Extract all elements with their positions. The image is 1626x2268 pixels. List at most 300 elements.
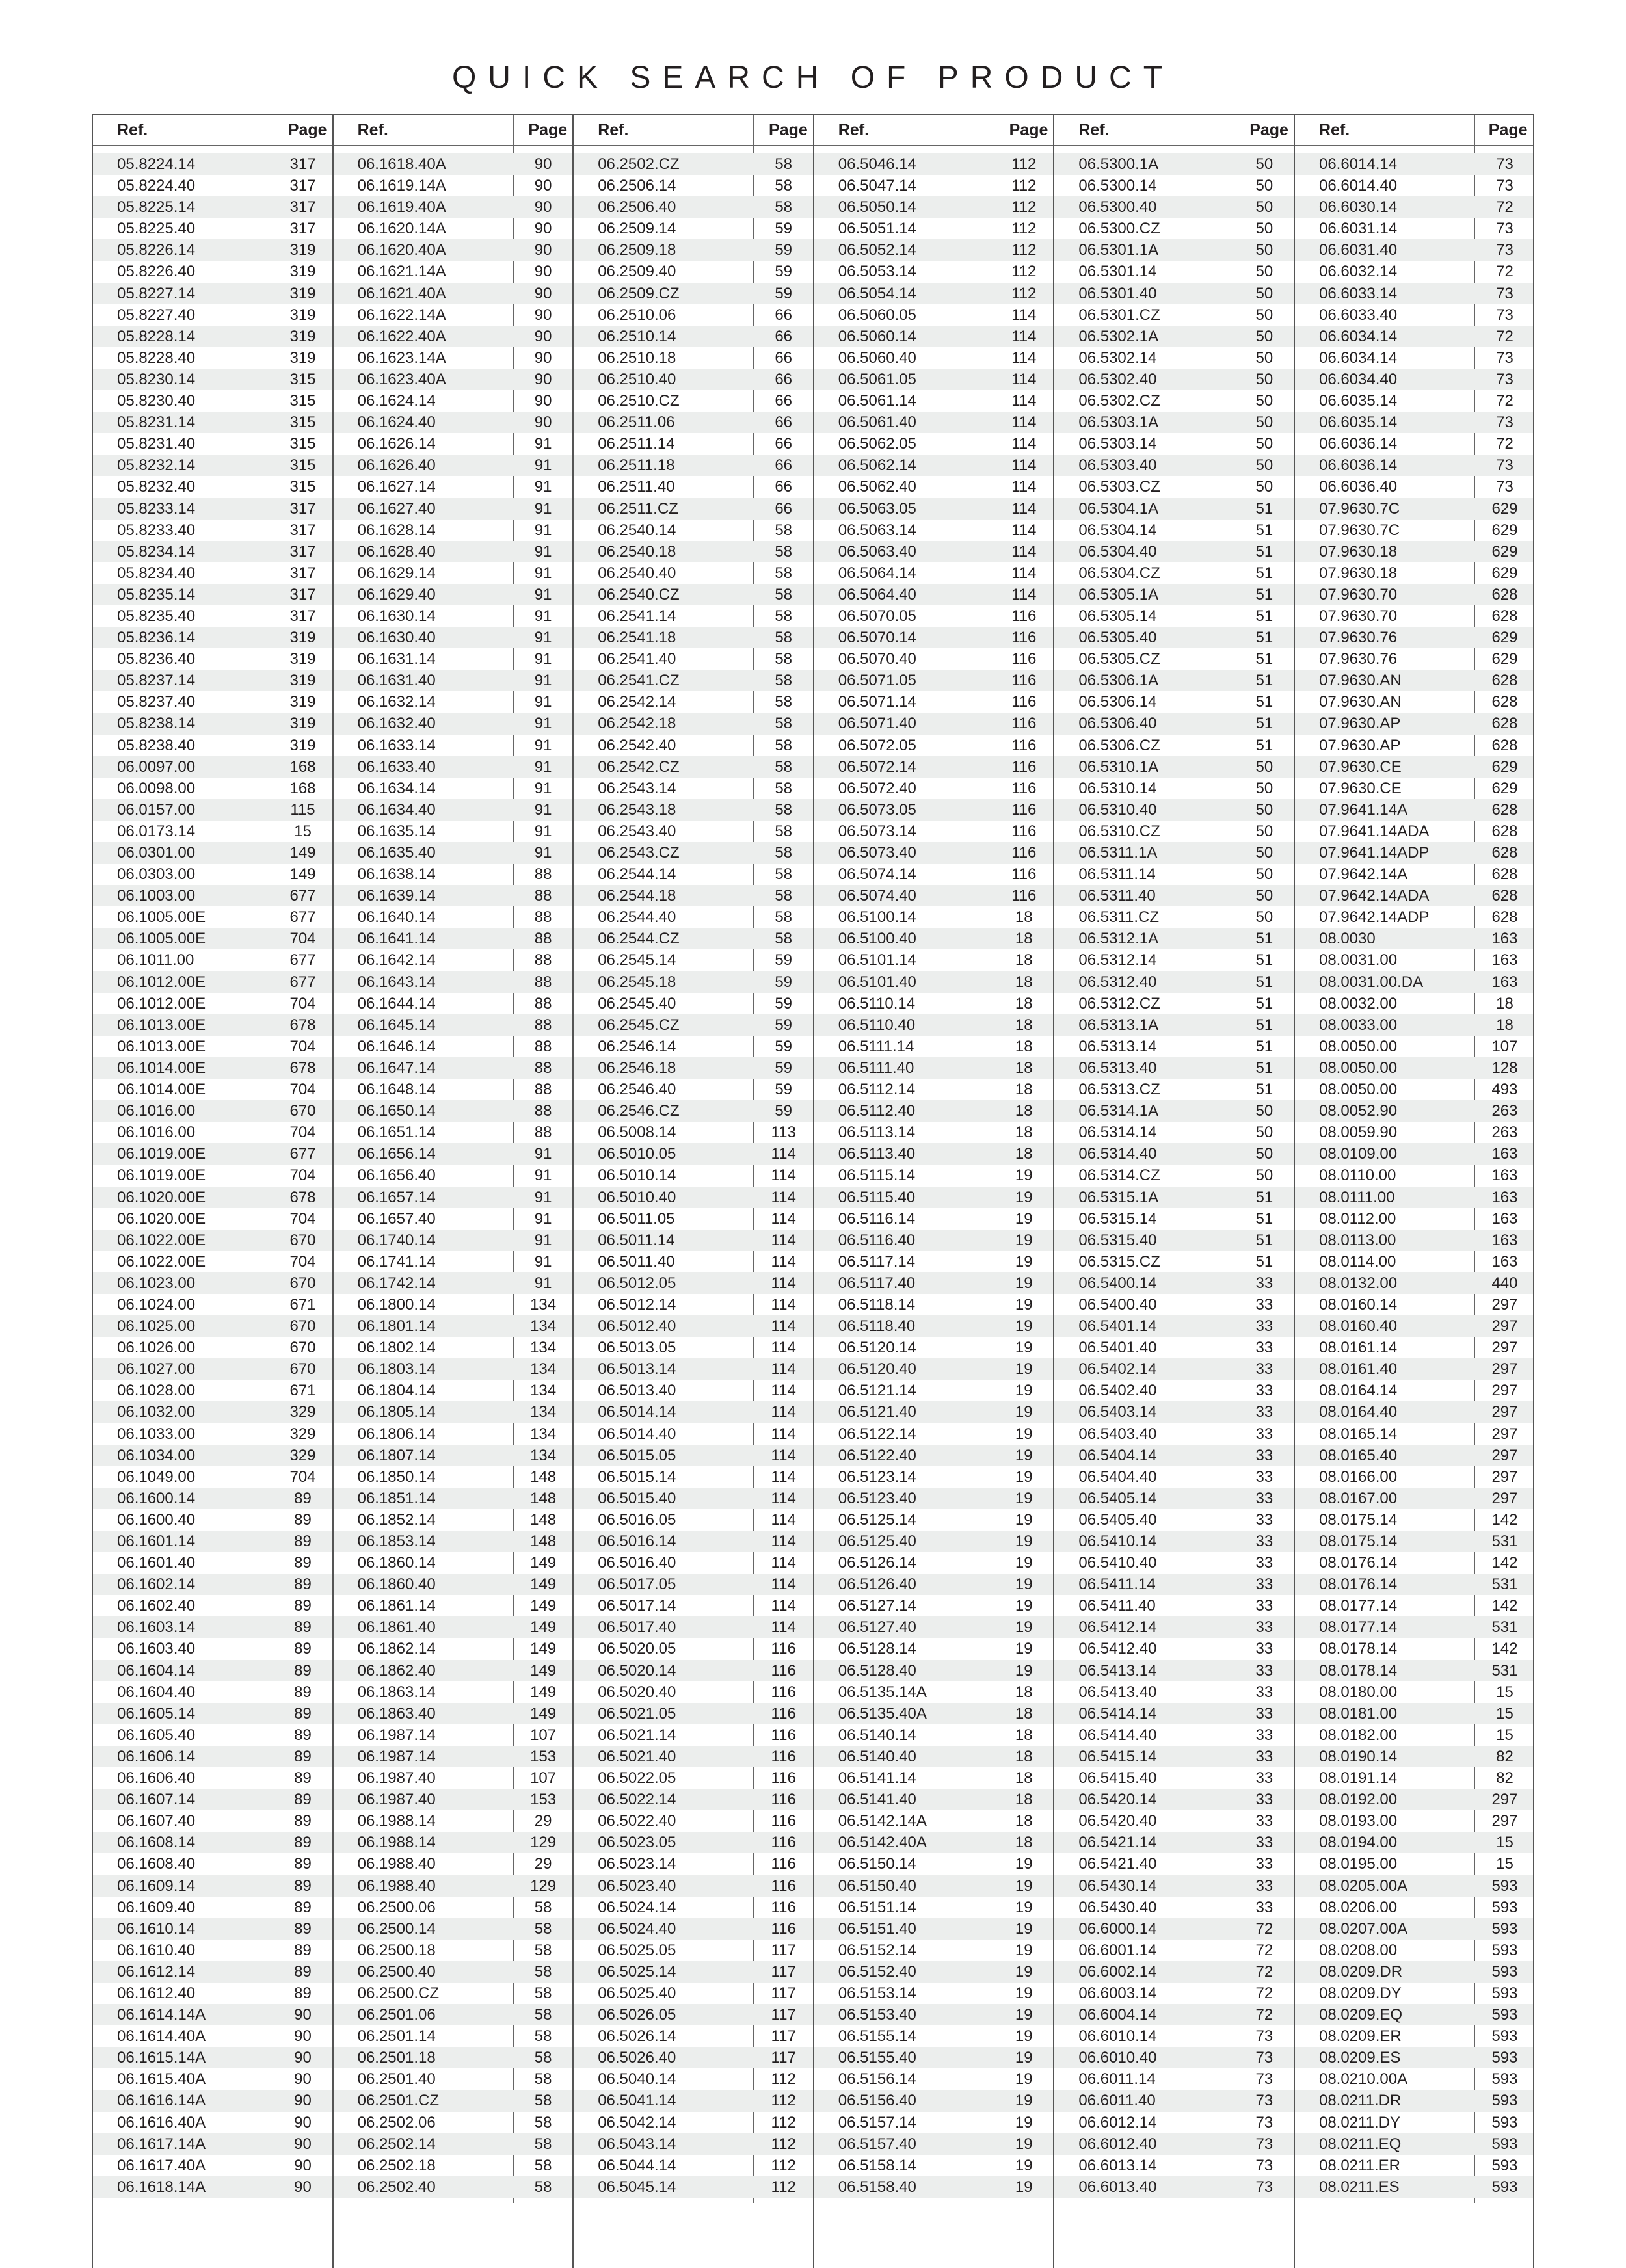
page-number: 114	[771, 1209, 796, 1228]
table-row	[334, 1251, 573, 1272]
page-number: 19	[1015, 1274, 1033, 1292]
page-number: 50	[1255, 758, 1273, 776]
table-row	[93, 885, 332, 906]
table-row	[334, 455, 573, 476]
page-number: 297	[1491, 1360, 1518, 1378]
page-number: 89	[294, 1834, 312, 1852]
page-number: 59	[775, 263, 793, 281]
page-number: 50	[1255, 263, 1273, 281]
page-number: 628	[1491, 822, 1518, 840]
page-number: 91	[534, 542, 552, 560]
page-number: 73	[1255, 2156, 1273, 2174]
product-ref: 08.0161.40	[1318, 1360, 1398, 1378]
page-number: 51	[1255, 672, 1273, 690]
page-number: 114	[1011, 414, 1037, 432]
page-number: 51	[1255, 521, 1273, 539]
product-ref: 06.1023.00	[117, 1274, 196, 1292]
page-number: 116	[771, 1791, 796, 1809]
table-row	[814, 196, 1054, 218]
page-number: 19	[1015, 1489, 1033, 1507]
product-ref: 05.8226.14	[117, 241, 196, 259]
table-row	[814, 1165, 1054, 1186]
page-number: 704	[289, 1209, 316, 1228]
table-row	[814, 455, 1054, 476]
product-ref: 06.5311.1A	[1078, 844, 1158, 862]
table-row	[1054, 1616, 1294, 1638]
page-number: 19	[1015, 1317, 1033, 1336]
table-row	[814, 175, 1054, 196]
product-ref: 06.5300.14	[1078, 177, 1157, 195]
table-row	[1295, 1681, 1533, 1703]
table-row	[93, 1337, 332, 1358]
product-ref: 06.6033.14	[1318, 284, 1398, 302]
page-number: 58	[775, 800, 793, 819]
page-number: 50	[1255, 370, 1273, 388]
table-row	[574, 1509, 813, 1531]
table-row	[93, 1380, 332, 1401]
product-ref: 06.1609.14	[117, 1877, 196, 1895]
product-ref: 06.5010.14	[598, 1167, 676, 1185]
table-row	[1054, 1466, 1294, 1488]
table-row	[574, 1358, 813, 1380]
product-ref: 06.5073.14	[838, 822, 916, 840]
page-number: 18	[1015, 994, 1033, 1012]
table-row	[93, 1208, 332, 1230]
page-number: 51	[1255, 1016, 1273, 1034]
page-number: 115	[290, 800, 315, 819]
page-number: 117	[771, 1941, 796, 1959]
table-row	[814, 1100, 1054, 1122]
table-row	[1054, 2133, 1294, 2155]
page-number: 66	[775, 349, 793, 367]
page-number: 116	[1011, 758, 1037, 776]
page-number: 629	[1491, 542, 1518, 560]
product-ref: 06.1615.14A	[117, 2049, 206, 2067]
product-ref: 06.1741.14	[357, 1252, 436, 1271]
product-ref: 08.0050.00	[1318, 1037, 1398, 1055]
product-ref: 06.5314.CZ	[1078, 1167, 1160, 1185]
table-row	[574, 218, 813, 239]
page-number: 66	[775, 327, 793, 345]
product-ref: 06.1650.14	[357, 1102, 436, 1120]
product-ref: 06.5044.14	[598, 2156, 676, 2174]
product-ref: 05.8232.14	[117, 456, 196, 475]
table-row	[1295, 1918, 1533, 1940]
product-ref: 06.1022.00E	[117, 1252, 206, 1271]
page-number: 114	[771, 1618, 796, 1637]
product-ref: 06.5152.14	[838, 1941, 916, 1959]
page-number: 114	[1011, 327, 1037, 345]
page-number: 19	[1015, 1941, 1033, 1959]
table-row	[814, 1079, 1054, 1100]
page-number: 19	[1015, 1510, 1033, 1529]
product-ref: 07.9630.18	[1318, 542, 1398, 560]
table-row	[1295, 670, 1533, 691]
product-ref: 06.6035.14	[1318, 414, 1398, 432]
product-ref: 05.8224.14	[117, 155, 196, 173]
product-ref: 06.5101.14	[838, 951, 916, 969]
page-number: 678	[289, 1188, 316, 1206]
table-row	[1295, 1961, 1533, 1983]
table-row	[1054, 584, 1294, 605]
page-number: 91	[534, 499, 552, 518]
product-ref: 08.0195.00	[1318, 1855, 1398, 1873]
page-number: 18	[1015, 1791, 1033, 1809]
product-ref: 06.5141.40	[838, 1791, 916, 1809]
header-ref: Ref.	[1318, 121, 1350, 139]
product-ref: 06.5014.14	[598, 1403, 676, 1421]
table-row	[1054, 2176, 1294, 2198]
table-row	[93, 1789, 332, 1810]
page-number: 149	[530, 1554, 557, 1572]
product-ref: 05.8227.14	[117, 284, 196, 302]
table-row	[334, 906, 573, 928]
page-number: 18	[1015, 1081, 1033, 1099]
table-row	[93, 390, 332, 412]
table-row	[814, 756, 1054, 778]
page-number: 58	[775, 930, 793, 948]
page-number: 18	[1015, 1016, 1033, 1034]
product-ref: 06.2511.CZ	[598, 499, 678, 518]
product-ref: 06.1987.14	[357, 1726, 436, 1744]
product-ref: 08.0211.EQ	[1318, 2135, 1402, 2153]
page-number: 58	[775, 564, 793, 582]
product-ref: 06.6002.14	[1078, 1962, 1157, 1981]
header-page: Page	[1009, 121, 1048, 139]
table-row	[814, 2004, 1054, 2025]
table-row	[93, 2176, 332, 2198]
table-row	[1054, 1251, 1294, 1272]
table-row	[334, 1445, 573, 1466]
product-ref: 06.5015.40	[598, 1489, 676, 1507]
table-row	[1295, 476, 1533, 497]
product-ref: 06.5060.14	[838, 327, 916, 345]
product-ref: 06.1602.40	[117, 1597, 196, 1615]
page-number: 628	[1491, 736, 1518, 754]
page-number: 50	[1255, 155, 1273, 173]
table-row	[334, 175, 573, 196]
product-ref: 08.0209.ER	[1318, 2027, 1402, 2046]
product-ref: 05.8233.40	[117, 521, 196, 539]
table-row	[814, 1208, 1054, 1230]
table-row	[1295, 756, 1533, 778]
table-row	[334, 1187, 573, 1208]
product-ref: 06.2542.14	[598, 693, 676, 711]
page-number: 317	[289, 177, 316, 195]
table-row	[334, 153, 573, 175]
table-row	[334, 347, 573, 369]
page-number: 112	[771, 2092, 796, 2110]
table-row	[574, 691, 813, 713]
table-row	[334, 2112, 573, 2133]
page-number: 51	[1255, 564, 1273, 582]
page-number: 704	[289, 1468, 316, 1486]
page-number: 114	[771, 1317, 796, 1336]
page-number: 50	[1255, 1167, 1273, 1185]
table-row	[1054, 1272, 1294, 1294]
page-number: 116	[771, 1919, 796, 1938]
table-row	[574, 778, 813, 799]
page-number: 19	[1015, 1339, 1033, 1357]
product-ref: 06.5157.40	[838, 2135, 916, 2153]
page-number: 89	[294, 1855, 312, 1873]
page-number: 15	[1496, 1683, 1513, 1701]
page-number: 19	[1015, 1597, 1033, 1615]
table-row	[334, 885, 573, 906]
page-number: 19	[1015, 1360, 1033, 1378]
product-ref: 06.5015.14	[598, 1468, 676, 1486]
table-row	[334, 2025, 573, 2047]
table-row	[334, 799, 573, 821]
table-row	[814, 1853, 1054, 1875]
table-row	[814, 949, 1054, 971]
table-row	[334, 283, 573, 304]
table-row	[93, 1423, 332, 1445]
page-number: 263	[1491, 1102, 1518, 1120]
product-ref: 06.1635.40	[357, 844, 436, 862]
table-row	[1295, 2004, 1533, 2025]
table-row	[1054, 347, 1294, 369]
table-row	[1295, 1552, 1533, 1574]
page-number: 114	[771, 1339, 796, 1357]
product-ref: 06.5021.14	[598, 1726, 676, 1744]
page-number: 114	[1011, 370, 1037, 388]
page-number: 91	[534, 435, 552, 453]
table-row	[814, 520, 1054, 541]
product-ref: 06.1804.14	[357, 1382, 436, 1400]
page-number: 58	[534, 2027, 552, 2046]
table-row	[1054, 304, 1294, 326]
page-number: 704	[289, 1167, 316, 1185]
page-number: 51	[1255, 930, 1273, 948]
table-row	[1054, 520, 1294, 541]
table-row	[1295, 153, 1533, 175]
table-row	[1054, 949, 1294, 971]
product-ref: 07.9630.7C	[1318, 521, 1400, 539]
table-row	[1295, 1940, 1533, 1961]
page-number: 58	[775, 736, 793, 754]
page-number: 142	[1491, 1640, 1518, 1658]
product-ref: 06.5411.40	[1078, 1597, 1156, 1615]
product-ref: 06.5142.40A	[838, 1834, 927, 1852]
table-row	[1295, 993, 1533, 1014]
table-row	[1295, 648, 1533, 670]
product-ref: 08.0109.00	[1318, 1145, 1398, 1163]
table-row	[814, 1595, 1054, 1616]
table-row	[574, 1165, 813, 1186]
page-number: 91	[534, 650, 552, 668]
product-ref: 06.5022.05	[598, 1769, 676, 1787]
page-number: 593	[1491, 1919, 1518, 1938]
table-row	[574, 1122, 813, 1143]
page-number: 89	[294, 1489, 312, 1507]
product-ref: 06.5156.40	[838, 2092, 916, 2110]
table-row	[814, 218, 1054, 239]
page-number: 50	[1255, 1102, 1273, 1120]
page-number: 19	[1015, 1446, 1033, 1464]
product-ref: 06.1742.14	[357, 1274, 436, 1292]
page-number: 112	[771, 2178, 796, 2196]
table-row	[334, 1897, 573, 1918]
page-number: 593	[1491, 2156, 1518, 2174]
table-row	[814, 1767, 1054, 1789]
table-row	[93, 1100, 332, 1122]
product-ref: 06.2511.14	[598, 435, 675, 453]
table-row	[334, 1595, 573, 1616]
product-ref: 06.1603.14	[117, 1618, 196, 1637]
page-number: 112	[1011, 198, 1037, 217]
page-number: 114	[771, 1403, 796, 1421]
page-number: 704	[289, 1081, 316, 1099]
table-row	[1054, 1230, 1294, 1251]
product-ref: 06.5135.14A	[838, 1683, 927, 1701]
product-ref: 06.5070.14	[838, 629, 916, 647]
product-ref: 06.5126.14	[838, 1554, 916, 1572]
page-number: 88	[534, 1102, 552, 1120]
table-row	[93, 1079, 332, 1100]
product-ref: 06.5063.40	[838, 542, 916, 560]
table-row	[334, 1703, 573, 1724]
table-row	[814, 842, 1054, 864]
index-column	[572, 115, 813, 2268]
page-number: 112	[1011, 220, 1037, 238]
page-number: 629	[1491, 629, 1518, 647]
table-row	[334, 691, 573, 713]
product-ref: 06.2541.14	[598, 607, 676, 625]
table-row	[93, 412, 332, 433]
table-row	[93, 2112, 332, 2133]
product-ref: 06.5303.14	[1078, 435, 1157, 453]
page-number: 90	[294, 2113, 312, 2131]
page-number: 113	[771, 1124, 796, 1142]
page-number: 134	[530, 1360, 557, 1378]
product-ref: 06.2546.40	[598, 1081, 676, 1099]
table-row	[1295, 885, 1533, 906]
product-ref: 05.8238.14	[117, 715, 196, 733]
product-ref: 06.0301.00	[117, 844, 196, 862]
product-ref: 06.5100.14	[838, 908, 916, 927]
table-row	[574, 2155, 813, 2176]
page-number: 629	[1491, 521, 1518, 539]
table-row	[1054, 670, 1294, 691]
page-number: 91	[534, 1167, 552, 1185]
product-ref: 06.1616.40A	[117, 2113, 206, 2131]
page-number: 58	[534, 1898, 552, 1916]
product-ref: 05.8231.14	[117, 414, 196, 432]
table-row	[334, 2047, 573, 2068]
product-ref: 07.9642.14A	[1318, 865, 1408, 884]
product-ref: 06.1610.14	[117, 1919, 196, 1938]
page-number: 628	[1491, 887, 1518, 905]
table-row	[814, 971, 1054, 993]
page-number: 19	[1015, 1618, 1033, 1637]
page-number: 66	[775, 392, 793, 410]
page-number: 163	[1491, 1252, 1518, 1271]
page-number: 116	[1011, 736, 1037, 754]
index-column	[332, 115, 573, 2268]
page-number: 59	[775, 1059, 793, 1077]
table-row	[93, 627, 332, 648]
product-ref: 08.0031.00	[1318, 951, 1398, 969]
product-ref: 06.1033.00	[117, 1425, 196, 1443]
table-row	[93, 1230, 332, 1251]
product-ref: 08.0030	[1318, 930, 1376, 948]
table-row	[1054, 1036, 1294, 1057]
page-number: 33	[1255, 1597, 1273, 1615]
page-number: 73	[1496, 284, 1513, 302]
page-number: 117	[771, 1962, 796, 1981]
page-number: 90	[294, 2156, 312, 2174]
page-number: 90	[534, 414, 552, 432]
page-number: 628	[1491, 607, 1518, 625]
table-row	[93, 1122, 332, 1143]
page-number: 163	[1491, 930, 1518, 948]
page-number: 58	[775, 607, 793, 625]
page-number: 19	[1015, 1209, 1033, 1228]
product-ref: 06.5010.05	[598, 1145, 676, 1163]
table-row	[93, 670, 332, 691]
table-row	[574, 842, 813, 864]
table-row	[334, 412, 573, 433]
page-number: 163	[1491, 1145, 1518, 1163]
table-row	[814, 1638, 1054, 1659]
table-row	[814, 1230, 1054, 1251]
table-row	[1295, 799, 1533, 821]
product-ref: 06.5121.14	[838, 1382, 916, 1400]
table-row	[93, 1660, 332, 1681]
table-row	[1295, 1531, 1533, 1552]
product-ref: 06.1032.00	[117, 1403, 196, 1421]
table-row	[93, 261, 332, 282]
table-row	[814, 605, 1054, 627]
page-number: 33	[1255, 1317, 1273, 1336]
product-ref: 06.0157.00	[117, 800, 196, 819]
product-ref: 06.5128.14	[838, 1640, 916, 1658]
table-row	[93, 1488, 332, 1509]
page-number: 117	[771, 2027, 796, 2046]
product-ref: 06.5306.40	[1078, 715, 1157, 733]
table-row	[93, 1574, 332, 1595]
table-row	[574, 369, 813, 390]
table-row	[1295, 584, 1533, 605]
table-row	[93, 2090, 332, 2111]
page-number: 50	[1255, 908, 1273, 927]
page-number: 153	[530, 1747, 557, 1765]
table-row	[574, 1272, 813, 1294]
product-ref: 06.5072.40	[838, 779, 916, 797]
product-ref: 06.6011.14	[1078, 2070, 1156, 2089]
page-number: 148	[530, 1468, 557, 1486]
table-row	[814, 2133, 1054, 2155]
product-ref: 06.2501.14	[357, 2027, 436, 2046]
product-ref: 08.0166.00	[1318, 1468, 1398, 1486]
table-row	[814, 778, 1054, 799]
page-number: 91	[534, 1252, 552, 1271]
page-number: 317	[289, 607, 316, 625]
table-row	[574, 1251, 813, 1272]
table-row	[574, 261, 813, 282]
table-row	[1295, 1122, 1533, 1143]
page-number: 148	[530, 1489, 557, 1507]
page-number: 51	[1255, 542, 1273, 560]
page-number: 88	[534, 908, 552, 927]
table-row	[1295, 627, 1533, 648]
table-row	[1295, 1380, 1533, 1401]
table-row	[574, 1767, 813, 1789]
page-number: 297	[1491, 1339, 1518, 1357]
page-number: 72	[1496, 198, 1513, 217]
page-number: 671	[289, 1295, 316, 1313]
